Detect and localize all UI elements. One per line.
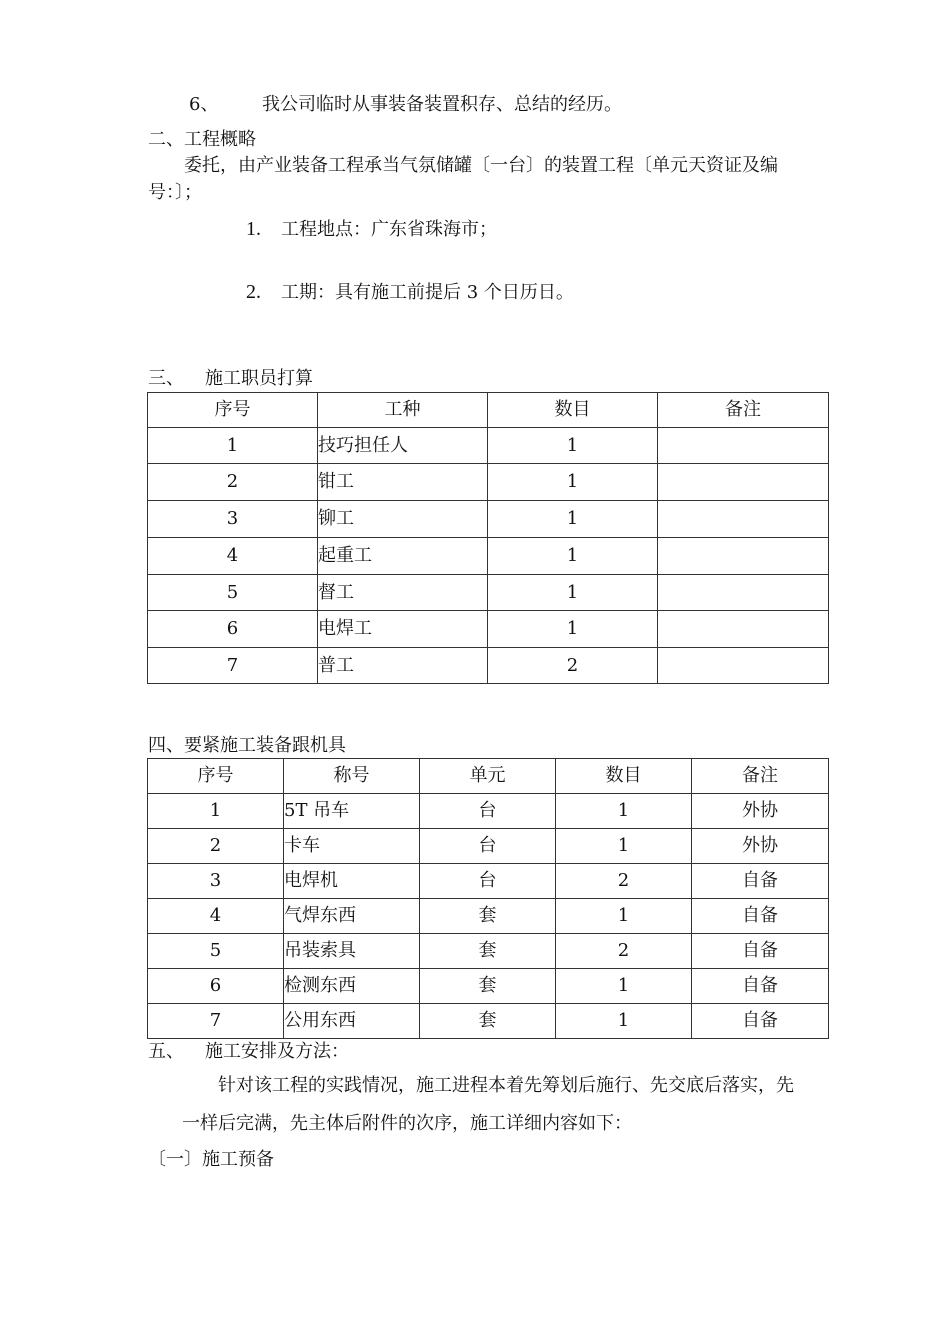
- cell-unit: 套: [420, 1004, 556, 1039]
- cell-unit: 套: [420, 969, 556, 1004]
- table-row: [148, 1004, 829, 1039]
- cell-no: 3: [148, 864, 284, 899]
- cell-type: 铆工: [318, 501, 488, 538]
- header-cell: 数目: [556, 759, 692, 794]
- cell-unit: 台: [420, 794, 556, 829]
- header-cell: 备注: [692, 759, 829, 794]
- cell-no: 3: [148, 501, 318, 538]
- table-row: [148, 611, 829, 648]
- cell-note: [658, 611, 829, 648]
- cell-no: 7: [148, 1004, 284, 1039]
- cell-no: 6: [148, 969, 284, 1004]
- cell-type: 起重工: [318, 538, 488, 575]
- table-row: [148, 501, 829, 538]
- sub-heading-preparation: 〔一〕施工预备: [148, 1149, 274, 1170]
- cell-qty: 1: [488, 538, 658, 575]
- cell-note: 自备: [692, 934, 829, 969]
- cell-type: 督工: [318, 575, 488, 611]
- cell-note: [658, 648, 829, 684]
- section-5-heading: 施工安排及方法：: [205, 1041, 349, 1062]
- cell-qty: 1: [488, 501, 658, 538]
- header-cell: 序号: [148, 759, 284, 794]
- cell-name: 公用东西: [284, 1004, 420, 1039]
- cell-name: 电焊机: [284, 864, 420, 899]
- cell-name: 气焊东西: [284, 899, 420, 934]
- cell-no: 2: [148, 829, 284, 864]
- cell-no: 2: [148, 464, 318, 501]
- cell-note: 自备: [692, 864, 829, 899]
- cell-no: 4: [148, 538, 318, 575]
- cell-type: 钳工: [318, 464, 488, 501]
- cell-no: 4: [148, 899, 284, 934]
- section-2-paragraph-line-1: 委托，由产业装备工程承当气氛储罐〔一台〕的装置工程〔单元天资证及编: [184, 155, 778, 176]
- cell-unit: 台: [420, 829, 556, 864]
- section-5-paragraph-line-2: 一样后完满，先主体后附件的次序，施工详细内容如下：: [182, 1113, 632, 1134]
- table-row: [148, 864, 829, 899]
- cell-name: 卡车: [284, 829, 420, 864]
- list-item-number: 2.: [246, 281, 261, 303]
- table-row: [148, 829, 829, 864]
- cell-no: 1: [148, 794, 284, 829]
- cell-no: 5: [148, 575, 318, 611]
- table-header-row: [148, 759, 829, 794]
- cell-no: 5: [148, 934, 284, 969]
- table-row: [148, 575, 829, 611]
- section-4-heading: 四、要紧施工装备跟机具: [148, 735, 346, 756]
- cell-note: 自备: [692, 899, 829, 934]
- cell-no: 6: [148, 611, 318, 648]
- cell-qty: 1: [556, 1004, 692, 1039]
- section-3-heading: 施工职员打算: [205, 368, 313, 389]
- staff-table: [147, 392, 829, 684]
- cell-unit: 台: [420, 864, 556, 899]
- equipment-table: [147, 758, 829, 1039]
- header-cell: 单元: [420, 759, 556, 794]
- table-row: [148, 538, 829, 575]
- cell-name: 检测东西: [284, 969, 420, 1004]
- cell-note: 自备: [692, 1004, 829, 1039]
- cell-type: 技巧担任人: [318, 428, 488, 464]
- cell-note: [658, 428, 829, 464]
- section-3-heading-number: 三、: [148, 368, 184, 389]
- cell-qty: 1: [488, 428, 658, 464]
- section-5-heading-number: 五、: [148, 1041, 184, 1062]
- cell-qty: 1: [488, 611, 658, 648]
- table-row: [148, 648, 829, 684]
- cell-note: [658, 538, 829, 575]
- cell-qty: 2: [488, 648, 658, 684]
- cell-unit: 套: [420, 899, 556, 934]
- cell-qty: 1: [556, 794, 692, 829]
- table-row: [148, 934, 829, 969]
- list-item-number: 1.: [246, 218, 261, 240]
- section-5-paragraph-line-1: 针对该工程的实践情况，施工进程本着先筹划后施行、先交底后落实，先: [218, 1075, 794, 1096]
- cell-qty: 1: [488, 575, 658, 611]
- cell-no: 7: [148, 648, 318, 684]
- header-cell: 数目: [488, 393, 658, 428]
- item-6-text: 我公司临时从事装备装置积存、总结的经历。: [262, 94, 622, 115]
- table-row: [148, 969, 829, 1004]
- cell-note: 外协: [692, 794, 829, 829]
- cell-type: 电焊工: [318, 611, 488, 648]
- header-cell: 序号: [148, 393, 318, 428]
- cell-note: [658, 575, 829, 611]
- cell-note: 外协: [692, 829, 829, 864]
- cell-type: 普工: [318, 648, 488, 684]
- list-item-location: 工程地点：广东省珠海市；: [281, 219, 497, 240]
- list-item-duration: 工期：具有施工前提后 3 个日历日。: [281, 282, 574, 303]
- table-row: [148, 794, 829, 829]
- table-header-row: [148, 393, 829, 428]
- cell-qty: 2: [556, 934, 692, 969]
- cell-no: 1: [148, 428, 318, 464]
- section-2-paragraph-line-2: 号：〕；: [148, 182, 202, 203]
- table-row: [148, 464, 829, 501]
- cell-name: 吊装索具: [284, 934, 420, 969]
- item-6-number: 6、: [189, 94, 219, 115]
- cell-note: [658, 464, 829, 501]
- cell-name: 5T 吊车: [284, 794, 420, 829]
- header-cell: 工种: [318, 393, 488, 428]
- cell-qty: 1: [556, 829, 692, 864]
- cell-note: 自备: [692, 969, 829, 1004]
- cell-note: [658, 501, 829, 538]
- table-row: [148, 899, 829, 934]
- cell-qty: 1: [556, 899, 692, 934]
- cell-qty: 2: [556, 864, 692, 899]
- cell-qty: 1: [488, 464, 658, 501]
- header-cell: 称号: [284, 759, 420, 794]
- cell-unit: 套: [420, 934, 556, 969]
- section-2-heading: 二、工程概略: [148, 129, 256, 150]
- header-cell: 备注: [658, 393, 829, 428]
- table-row: [148, 428, 829, 464]
- cell-qty: 1: [556, 969, 692, 1004]
